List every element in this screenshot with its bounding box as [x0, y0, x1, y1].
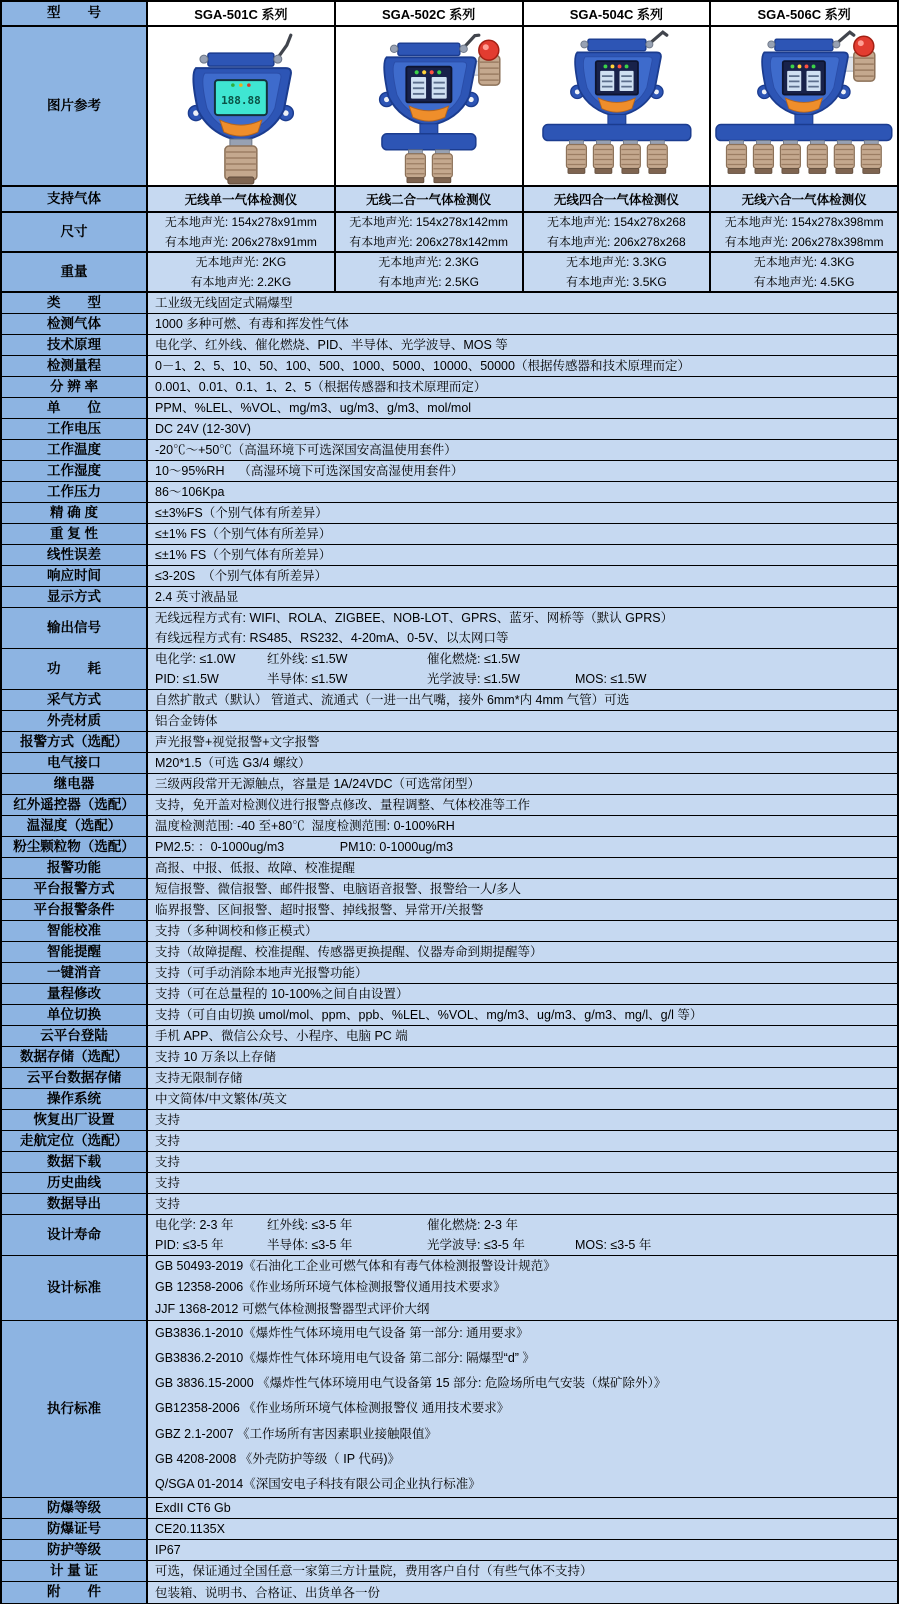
spec-row [2, 461, 897, 482]
spec-row [2, 963, 897, 984]
spec-value-line: GB3836.2-2010《爆炸性气体环境用电气设备 第二部分: 隔爆型“d” 》 [155, 1351, 535, 1366]
spec-row-label: 技术原理 [2, 335, 148, 355]
weight-cell [334, 253, 522, 291]
spec-row-value [148, 1026, 897, 1046]
weight-line: 有本地声光: 2.5KG [378, 275, 479, 289]
spec-value-line: 支持（可自由切换 umol/mol、ppm、ppb、%LEL、%VOL、mg/m3、ug/m3、g/m3、mg/l、g/l 等） [155, 1008, 703, 1022]
spec-row [2, 1152, 897, 1173]
spec-row [2, 1561, 897, 1582]
spec-row [2, 566, 897, 587]
spec-row [2, 1131, 897, 1152]
weight-line: 有本地声光: 3.5KG [566, 275, 667, 289]
spec-row-label: 工作温度 [2, 440, 148, 460]
row-label-size: 尺寸 [2, 213, 148, 251]
spec-value-line: GB 50493-2019《石油化工企业可燃气体和有毒气体检测报警设计规范》 [155, 1259, 556, 1273]
spec-row [2, 293, 897, 314]
size-cell [709, 213, 897, 251]
spec-row-label: 工作压力 [2, 482, 148, 502]
spec-row-label: 操作系统 [2, 1089, 148, 1109]
spec-row-value [148, 942, 897, 962]
spec-row-label: 显示方式 [2, 587, 148, 607]
spec-row-label: 智能提醒 [2, 942, 148, 962]
spec-row-value [148, 398, 897, 418]
spec-row-label: 分 辨 率 [2, 377, 148, 397]
spec-row-label: 设计标准 [2, 1256, 148, 1320]
spec-value-segment: 催化燃烧: 2-3 年 [427, 1218, 518, 1232]
spec-value-line: 支持 [155, 1176, 181, 1190]
spec-row-label: 报警方式（选配） [2, 732, 148, 752]
spec-row-label: 外壳材质 [2, 711, 148, 731]
spec-value-line: M20*1.5（可选 G3/4 螺纹） [155, 756, 311, 770]
spec-row [2, 774, 897, 795]
spec-value-line: GB 12358-2006《作业场所环境气体检测报警仪通用技术要求》 [155, 1280, 506, 1295]
spec-value-line: 支持（可在总量程的 10-100%之间自由设置） [155, 987, 409, 1001]
spec-row-value [148, 1256, 897, 1320]
spec-row-label: 防护等级 [2, 1540, 148, 1560]
spec-row-value [148, 587, 897, 607]
weight-line: 无本地声光: 3.3KG [566, 255, 667, 269]
spec-row-label: 工作电压 [2, 419, 148, 439]
spec-row-value [148, 419, 897, 439]
spec-value-line: Q/SGA 01-2014《深国安电子科技有限公司企业执行标准》 [155, 1476, 481, 1491]
spec-row-value [148, 1152, 897, 1172]
spec-row-label: 平台报警方式 [2, 879, 148, 899]
spec-rows-container [2, 293, 897, 1603]
spec-row [2, 1047, 897, 1068]
spec-value-line: JJF 1368-2012 可燃气体检测报警器型式评价大纲 [155, 1301, 430, 1316]
spec-row [2, 1089, 897, 1110]
spec-value-line: 支持，免开盖对检测仪进行报警点修改、量程调整、气体校准等工作 [155, 798, 531, 812]
model-header-sga501c: SGA-501C 系列 [148, 2, 334, 25]
size-cell [522, 213, 710, 251]
row-label-weight: 重量 [2, 253, 148, 291]
spec-value-line: DC 24V (12-30V) [155, 422, 251, 436]
spec-row [2, 984, 897, 1005]
spec-row [2, 440, 897, 461]
weight-line: 无本地声光: 4.3KG [753, 255, 855, 269]
weight-cell [709, 253, 897, 291]
spec-row [2, 482, 897, 503]
spec-value-line: GBZ 2.1-2007 《工作场所有害因素职业接触限值》 [155, 1426, 437, 1441]
spec-row-label: 量程修改 [2, 984, 148, 1004]
spec-value-line: 0－1、2、5、10、50、100、500、1000、5000、10000、50000（根据传感器和技术原理而定） [155, 359, 690, 373]
gas-type-cell: 无线二合一气体检测仪 [334, 187, 522, 211]
spec-value-line: 可选，保证通过全国任意一家第三方计量院，费用客户自付（有些气体不支持） [155, 1564, 593, 1578]
spec-row [2, 587, 897, 608]
spec-row-value [148, 293, 897, 313]
spec-row-value [148, 1194, 897, 1214]
spec-row [2, 753, 897, 774]
spec-value-line: 工业级无线固定式隔爆型 [155, 296, 293, 310]
spec-value-line: 电化学、红外线、催化燃烧、PID、半导体、光学波导、MOS 等 [155, 338, 508, 352]
spec-row-label: 采气方式 [2, 690, 148, 710]
spec-row-value [148, 984, 897, 1004]
spec-value-line: 无线远程方式有: WIFI、ROLA、ZIGBEE、NOB-LOT、GPRS、蓝牙、网桥等（默认 GPRS） [155, 611, 674, 625]
spec-row-label: 历史曲线 [2, 1173, 148, 1193]
spec-value-line: 包装箱、说明书、合格证、出货单各一份 [155, 1585, 381, 1600]
spec-row [2, 398, 897, 419]
gas-detector-illustration [148, 27, 334, 185]
spec-row-value [148, 1005, 897, 1025]
spec-value-segment: 红外线: ≤3-5 年 [267, 1218, 353, 1232]
spec-row [2, 1173, 897, 1194]
gas-type-cell: 无线单一气体检测仪 [148, 187, 334, 211]
spec-row-label: 类 型 [2, 293, 148, 313]
device-image-sga504c [522, 27, 710, 185]
spec-value-line: 支持 10 万条以上存储 [155, 1050, 276, 1064]
weight-cell [148, 253, 334, 291]
device-image-sga502c [334, 27, 522, 185]
spec-value-line: ≤±1% FS（个别气体有所差异） [155, 548, 332, 562]
spec-row-label: 防爆证号 [2, 1519, 148, 1539]
spec-row-value [148, 1068, 897, 1088]
spec-row-value [148, 1582, 897, 1603]
spec-row-value [148, 440, 897, 460]
spec-value-line: 高报、中报、低报、故障、校准提醒 [155, 861, 356, 875]
weight-row [2, 253, 897, 293]
spec-value-segment: 催化燃烧: ≤1.5W [427, 652, 520, 666]
gas-detector-illustration [524, 27, 710, 185]
spec-row [2, 900, 897, 921]
spec-value-line [155, 649, 897, 669]
spec-row [2, 1068, 897, 1089]
gas-row [2, 187, 897, 213]
spec-row-value [148, 1047, 897, 1067]
model-header-sga506c: SGA-506C 系列 [709, 2, 897, 25]
size-line: 有本地声光: 206x278x268 [547, 235, 686, 249]
spec-row-value [148, 649, 897, 689]
spec-value-line [155, 669, 897, 689]
spec-row-value [148, 732, 897, 752]
size-row [2, 213, 897, 253]
spec-row-value [148, 1321, 897, 1497]
spec-row-value [148, 377, 897, 397]
spec-row-label: 温湿度（选配） [2, 816, 148, 836]
spec-row-label: 粉尘颗粒物（选配） [2, 837, 148, 857]
spec-row-label: 单位切换 [2, 1005, 148, 1025]
spec-value-line: PM2.5: ：0-1000ug/m3 PM10: 0-1000ug/m3 [155, 840, 454, 854]
spec-row-value [148, 858, 897, 878]
spec-row [2, 942, 897, 963]
spec-value-segment: PID: ≤3-5 年 [155, 1238, 224, 1252]
spec-row [2, 1256, 897, 1321]
spec-row-value [148, 879, 897, 899]
spec-row [2, 837, 897, 858]
spec-value-line: GB12358-2006 《作业场所环境气体检测报警仪 通用技术要求》 [155, 1401, 510, 1416]
spec-row-value [148, 1215, 897, 1255]
spec-row-value [148, 1173, 897, 1193]
spec-value-line: -20℃～+50℃（高温环境下可选深国安高温使用套件） [155, 443, 457, 457]
row-label-image: 图片参考 [2, 27, 148, 185]
spec-row [2, 1194, 897, 1215]
spec-row-value [148, 566, 897, 586]
spec-row [2, 711, 897, 732]
spec-row-label: 执行标准 [2, 1321, 148, 1497]
spec-row-label: 附 件 [2, 1582, 148, 1603]
spec-value-segment: 电化学: ≤1.0W [155, 652, 236, 666]
spec-row-value [148, 1540, 897, 1560]
spec-value-line: GB 3836.15-2000 《爆炸性气体环境用电气设备第 15 部分: 危险场所电气安装（煤矿除外）》 [155, 1376, 667, 1391]
spec-row-label: 数据下载 [2, 1152, 148, 1172]
spec-value-line: 支持 [155, 1155, 181, 1169]
spec-row [2, 1321, 897, 1498]
size-line: 无本地声光: 154x278x268 [547, 215, 686, 229]
spec-row-value [148, 314, 897, 334]
spec-row-label: 云平台登陆 [2, 1026, 148, 1046]
spec-row-value [148, 753, 897, 773]
spec-row-label: 报警功能 [2, 858, 148, 878]
size-cell [334, 213, 522, 251]
spec-row-value [148, 711, 897, 731]
spec-row [2, 503, 897, 524]
spec-value-line: CE20.1135X [155, 1522, 225, 1536]
spec-row [2, 356, 897, 377]
spec-value-line: IP67 [155, 1543, 181, 1557]
size-cell [148, 213, 334, 251]
gas-detector-illustration [711, 27, 897, 185]
spec-row-label: 红外遥控器（选配） [2, 795, 148, 815]
spec-row-value [148, 524, 897, 544]
spec-row [2, 816, 897, 837]
spec-row [2, 1498, 897, 1519]
spec-row-label: 数据导出 [2, 1194, 148, 1214]
weight-line: 有本地声光: 4.5KG [753, 275, 855, 289]
spec-row [2, 1005, 897, 1026]
row-label-gas: 支持气体 [2, 187, 148, 211]
spec-value-line: ExdII CT6 Gb [155, 1501, 231, 1515]
spec-row [2, 335, 897, 356]
spec-row-value [148, 837, 897, 857]
spec-row [2, 732, 897, 753]
spec-row [2, 314, 897, 335]
spec-row-label: 单 位 [2, 398, 148, 418]
spec-value-segment: MOS: ≤3-5 年 [575, 1238, 652, 1252]
spec-value-line: 自然扩散式（默认） 管道式、流通式（一进一出气嘴，接外 6mm*内 4mm 气管）可选 [155, 693, 630, 707]
spec-row-value [148, 690, 897, 710]
spec-value-line: 86～106Kpa [155, 485, 225, 499]
spec-value-line: 支持（多种调校和修正模式） [155, 924, 318, 938]
spec-value-line: 有线远程方式有: RS485、RS232、4-20mA、0-5V、以太网口等 [155, 631, 509, 645]
svg-text:188.88: 188.88 [221, 94, 261, 108]
size-line: 无本地声光: 154x278x91mm [164, 215, 317, 229]
spec-value-segment: PID: ≤1.5W [155, 672, 219, 686]
spec-row [2, 545, 897, 566]
device-image-sga506c [709, 27, 897, 185]
size-line: 有本地声光: 206x278x142mm [349, 235, 508, 249]
spec-value-line: 声光报警+视觉报警+文字报警 [155, 735, 320, 749]
spec-row-label: 输出信号 [2, 608, 148, 648]
spec-value-line: 临界报警、区间报警、超时报警、掉线报警、异常开/关报警 [155, 903, 484, 917]
spec-row-value [148, 608, 897, 648]
spec-value-line: 手机 APP、微信公众号、小程序、电脑 PC 端 [155, 1029, 408, 1043]
spec-value-line: 三级两段常开无源触点，容量是 1A/24VDC（可选常闭型） [155, 777, 481, 791]
spec-row-value [148, 1131, 897, 1151]
spec-row-label: 智能校准 [2, 921, 148, 941]
spec-row-value [148, 1519, 897, 1539]
spec-row [2, 419, 897, 440]
spec-row-label: 平台报警条件 [2, 900, 148, 920]
spec-row-label: 电气接口 [2, 753, 148, 773]
spec-row [2, 1215, 897, 1256]
spec-row [2, 858, 897, 879]
spec-row-label: 计 量 证 [2, 1561, 148, 1581]
spec-value-line: PPM、%LEL、%VOL、mg/m3、ug/m3、g/m3、mol/mol [155, 401, 472, 415]
spec-row-value [148, 1089, 897, 1109]
spec-value-segment: 红外线: ≤1.5W [267, 652, 348, 666]
spec-row-label: 恢复出厂设置 [2, 1110, 148, 1130]
spec-row [2, 1519, 897, 1540]
spec-row-label: 数据存储（选配） [2, 1047, 148, 1067]
spec-value-segment: 光学波导: ≤3-5 年 [427, 1238, 525, 1252]
spec-row-label: 精 确 度 [2, 503, 148, 523]
weight-line: 无本地声光: 2KG [195, 255, 287, 269]
size-line: 有本地声光: 206x278x91mm [164, 235, 317, 249]
gas-type-cell: 无线四合一气体检测仪 [522, 187, 710, 211]
spec-value-line: 支持 [155, 1197, 181, 1211]
spec-value-line: ≤±3%FS（个别气体有所差异） [155, 506, 328, 520]
spec-row [2, 1110, 897, 1131]
weight-cell [522, 253, 710, 291]
spec-row-value [148, 1498, 897, 1518]
spec-row [2, 608, 897, 649]
spec-value-segment: 光学波导: ≤1.5W [427, 672, 520, 686]
spec-row [2, 524, 897, 545]
spec-value-segment: MOS: ≤1.5W [575, 672, 647, 686]
spec-value-segment: 电化学: 2-3 年 [155, 1218, 234, 1232]
spec-value-line: ≤3-20S （个别气体有所差异） [155, 569, 328, 583]
spec-value-line: 支持 [155, 1134, 181, 1148]
spec-row-value [148, 503, 897, 523]
spec-row-label: 线性误差 [2, 545, 148, 565]
spec-row-label: 继电器 [2, 774, 148, 794]
spec-value-line: GB3836.1-2010《爆炸性气体环境用电气设备 第一部分: 通用要求》 [155, 1326, 529, 1340]
spec-row-value [148, 795, 897, 815]
spec-value-line [155, 1235, 897, 1255]
spec-row-label: 重 复 性 [2, 524, 148, 544]
spec-value-line [155, 1215, 897, 1235]
spec-value-line: 10～95%RH （高湿环境下可选深国安高湿使用套件） [155, 464, 464, 478]
spec-row-value [148, 482, 897, 502]
spec-row [2, 690, 897, 711]
spec-row [2, 649, 897, 690]
gas-detector-illustration [336, 27, 522, 185]
spec-value-line: 铝合金铸体 [155, 714, 218, 728]
spec-row-label: 防爆等级 [2, 1498, 148, 1518]
spec-row-label: 功 耗 [2, 649, 148, 689]
spec-row-value [148, 356, 897, 376]
spec-value-line: 支持无限制存储 [155, 1071, 243, 1085]
spec-row-label: 检测量程 [2, 356, 148, 376]
weight-line: 有本地声光: 2.2KG [190, 275, 292, 289]
spec-row [2, 377, 897, 398]
spec-row-label: 响应时间 [2, 566, 148, 586]
spec-row-value [148, 816, 897, 836]
spec-value-line: 支持（故障提醒、校准提醒、传感器更换提醒、仪器寿命到期提醒等） [155, 945, 543, 959]
spec-row [2, 795, 897, 816]
spec-row [2, 921, 897, 942]
device-image-sga501c [148, 27, 334, 185]
spec-row-label: 走航定位（选配） [2, 1131, 148, 1151]
model-header-row [2, 2, 897, 27]
size-line: 无本地声光: 154x278x398mm [724, 215, 884, 229]
spec-row-value [148, 1110, 897, 1130]
size-line: 有本地声光: 206x278x398mm [724, 235, 884, 249]
spec-value-line: GB 4208-2008 《外壳防护等级（ IP 代码)》 [155, 1451, 400, 1466]
spec-row [2, 879, 897, 900]
model-header-sga502c: SGA-502C 系列 [334, 2, 522, 25]
spec-row [2, 1540, 897, 1561]
spec-value-line: 支持 [155, 1113, 181, 1127]
spec-row-value [148, 921, 897, 941]
spec-value-line: 2.4 英寸液晶显 [155, 590, 239, 604]
gas-type-cell: 无线六合一气体检测仪 [709, 187, 897, 211]
spec-row-label: 检测气体 [2, 314, 148, 334]
spec-value-line: 温度检测范围: -40 至+80℃ 湿度检测范围: 0-100%RH [155, 819, 455, 833]
spec-row-value [148, 1561, 897, 1581]
spec-value-line: 支持（可手动消除本地声光报警功能） [155, 966, 368, 980]
spec-row-label: 设计寿命 [2, 1215, 148, 1255]
spec-row-value [148, 335, 897, 355]
spec-value-line: 0.001、0.01、0.1、1、2、5（根据传感器和技术原理而定） [155, 380, 487, 394]
spec-row-value [148, 774, 897, 794]
spec-row [2, 1582, 897, 1603]
weight-line: 无本地声光: 2.3KG [378, 255, 479, 269]
spec-row-label: 一键消音 [2, 963, 148, 983]
spec-value-segment: 半导体: ≤3-5 年 [267, 1238, 353, 1252]
spec-value-line: ≤±1% FS（个别气体有所差异） [155, 527, 332, 541]
spec-row-value [148, 963, 897, 983]
spec-row-value [148, 545, 897, 565]
spec-value-line: 1000 多种可燃、有毒和挥发性气体 [155, 317, 349, 331]
spec-row [2, 1026, 897, 1047]
spec-row-value [148, 461, 897, 481]
row-label-model: 型 号 [2, 2, 148, 25]
spec-row-value [148, 900, 897, 920]
size-line: 无本地声光: 154x278x142mm [349, 215, 508, 229]
model-header-sga504c: SGA-504C 系列 [522, 2, 710, 25]
spec-row-label: 工作湿度 [2, 461, 148, 481]
image-row [2, 27, 897, 187]
spec-value-segment: 半导体: ≤1.5W [267, 672, 348, 686]
spec-value-line: 中文简体/中文繁体/英文 [155, 1092, 287, 1106]
spec-row-label: 云平台数据存储 [2, 1068, 148, 1088]
spec-value-line: 短信报警、微信报警、邮件报警、电脑语音报警、报警给一人/多人 [155, 882, 521, 896]
